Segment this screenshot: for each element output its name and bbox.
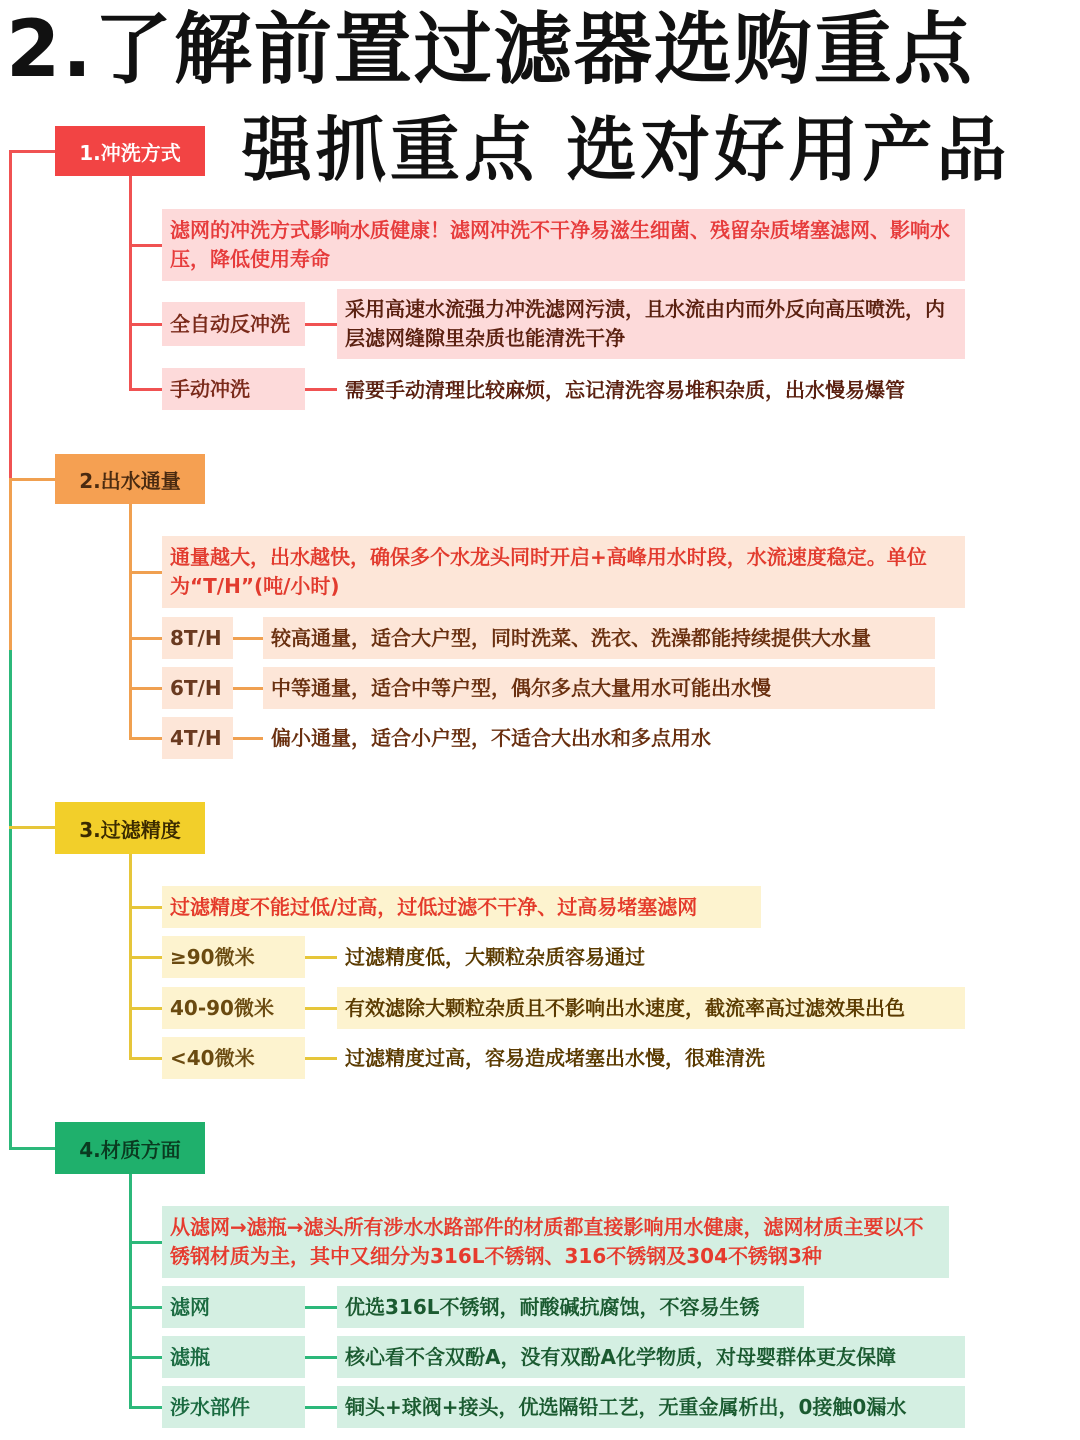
trunk-orange (9, 480, 12, 650)
connector (9, 1147, 55, 1150)
connector (233, 637, 263, 640)
connector (129, 906, 162, 909)
item-desc: 核心看不含双酚A，没有双酚A化学物质，对母婴群体更友保障 (337, 1336, 965, 1378)
connector (233, 687, 263, 690)
section-header: 2.出水通量 (55, 454, 205, 504)
item-desc: 优选316L不锈钢，耐酸碱抗腐蚀，不容易生锈 (337, 1286, 804, 1328)
connector (129, 1057, 162, 1060)
connector (305, 1356, 337, 1359)
connector (233, 737, 263, 740)
connector (129, 1007, 162, 1010)
item-label: 8T/H (162, 617, 233, 659)
section-header: 1.冲洗方式 (55, 126, 205, 176)
item-label: 全自动反冲洗 (162, 302, 305, 346)
item-label: 滤瓶 (162, 1336, 305, 1378)
item-desc: 有效滤除大颗粒杂质且不影响出水速度，截流率高过滤效果出色 (337, 987, 965, 1029)
connector (129, 388, 162, 391)
item-desc: 铜头+球阀+接头，优选隔铅工艺，无重金属析出，0接触0漏水 (337, 1386, 965, 1428)
section-intro: 从滤网→滤瓶→滤头所有涉水水路部件的材质都直接影响用水健康，滤网材质主要以不锈钢材质为主，其中又细分为316L不锈钢、316不锈钢及304不锈钢3种 (162, 1206, 949, 1278)
item-label: 40-90微米 (162, 987, 305, 1029)
section-intro: 过滤精度不能过低/过高，过低过滤不干净、过高易堵塞滤网 (162, 886, 761, 928)
item-label: 6T/H (162, 667, 233, 709)
item-desc: 中等通量，适合中等户型，偶尔多点大量用水可能出水慢 (263, 667, 935, 709)
connector (305, 1057, 337, 1060)
item-label: 涉水部件 (162, 1386, 305, 1428)
branch-vertical (129, 1174, 132, 1409)
connector (129, 1356, 162, 1359)
connector (129, 323, 162, 326)
item-desc: 采用高速水流强力冲洗滤网污渍，且水流由内而外反向高压喷洗，内层滤网缝隙里杂质也能清洗干净 (337, 289, 965, 359)
item-desc: 较高通量，适合大户型，同时洗菜、洗衣、洗澡都能持续提供大水量 (263, 617, 935, 659)
item-label: 4T/H (162, 717, 233, 759)
item-desc: 需要手动清理比较麻烦，忘记清洗容易堆积杂质，出水慢易爆管 (345, 377, 905, 402)
item-desc: 过滤精度过高，容易造成堵塞出水慢，很难清洗 (345, 1045, 765, 1070)
connector (9, 826, 55, 829)
connector (9, 478, 55, 481)
connector (129, 637, 162, 640)
item-label: ≥90微米 (162, 936, 305, 978)
item-label: 手动冲洗 (162, 368, 305, 410)
main-title: 2.了解前置过滤器选购重点 (6, 5, 974, 95)
connector (129, 687, 162, 690)
connector (305, 1306, 337, 1309)
connector (129, 737, 162, 740)
connector (305, 388, 337, 391)
branch-vertical (129, 504, 132, 739)
connector (129, 1406, 162, 1409)
sub-title: 强抓重点 选对好用产品 (242, 109, 1011, 191)
connector (305, 956, 337, 959)
item-desc: 过滤精度低，大颗粒杂质容易通过 (345, 944, 645, 969)
connector (305, 323, 337, 326)
connector (129, 956, 162, 959)
section-intro: 滤网的冲洗方式影响水质健康！滤网冲洗不干净易滋生细菌、残留杂质堵塞滤网、影响水压，降低使用寿命 (162, 209, 965, 281)
connector (129, 244, 162, 247)
section-header: 3.过滤精度 (55, 802, 205, 854)
connector (9, 150, 55, 153)
connector (129, 571, 162, 574)
item-desc: 偏小通量，适合小户型，不适合大出水和多点用水 (271, 725, 711, 750)
connector (129, 1306, 162, 1309)
branch-vertical (129, 176, 132, 390)
trunk-red (9, 150, 12, 480)
trunk-green (9, 650, 12, 1150)
item-label: <40微米 (162, 1037, 305, 1079)
item-label: 滤网 (162, 1286, 305, 1328)
section-header: 4.材质方面 (55, 1122, 205, 1174)
section-intro: 通量越大，出水越快，确保多个水龙头同时开启+高峰用水时段，水流速度稳定。单位为“T/H”(吨/小时) (162, 536, 965, 608)
connector (129, 1241, 162, 1244)
connector (305, 1406, 337, 1409)
connector (305, 1007, 337, 1010)
